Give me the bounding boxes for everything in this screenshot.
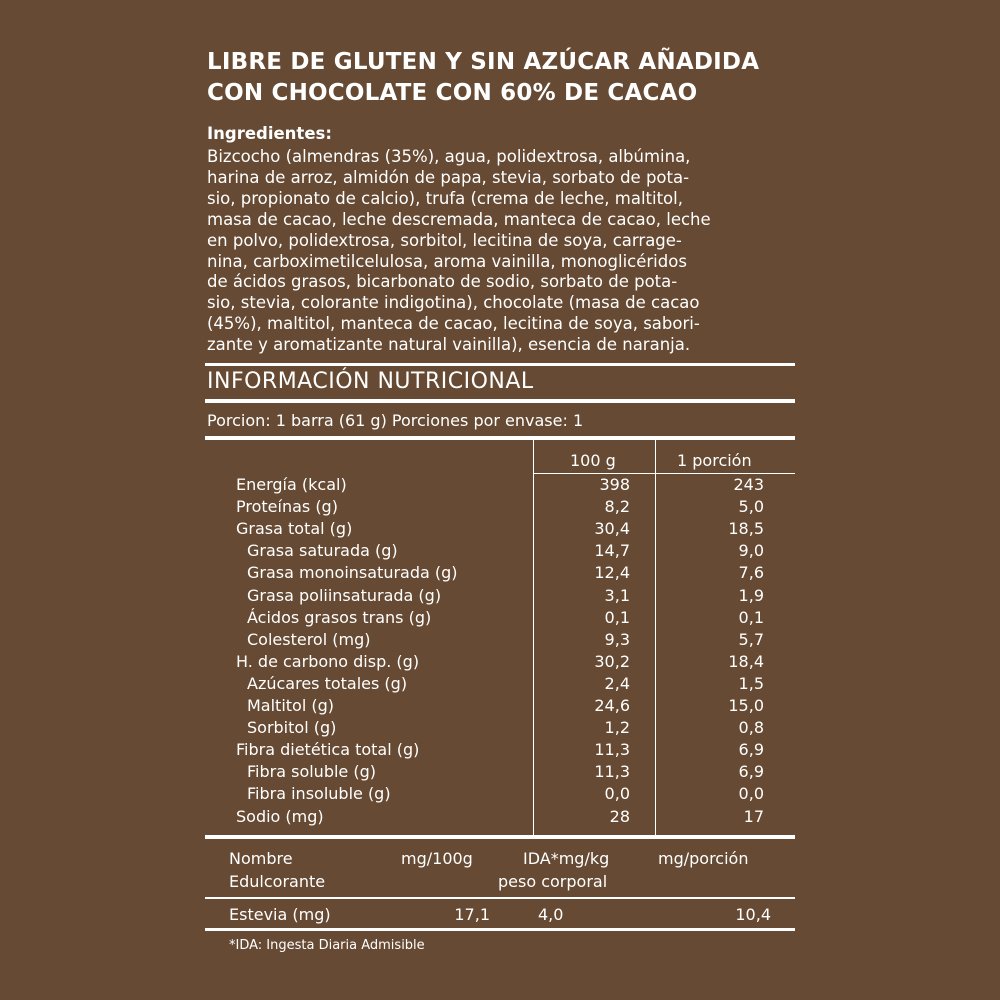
- sweetener-header-name-2: Edulcorante: [229, 872, 326, 891]
- value-100g: 28: [609, 806, 630, 826]
- value-100g: 12,4: [594, 563, 630, 583]
- nutrition-title: INFORMACIÓN NUTRICIONAL: [207, 369, 534, 394]
- nutrient-name: Maltitol (g): [247, 696, 335, 715]
- nutrient-name: Grasa saturada (g): [247, 541, 398, 561]
- nutrient-name: Energía (kcal): [236, 475, 347, 494]
- nutrient-name: Colesterol (mg): [247, 629, 371, 649]
- ingredients-line: harina de arroz, almidón de papa, stevia, sorbato de pota-: [207, 167, 690, 187]
- value-100g: 30,4: [594, 519, 630, 539]
- table-row: [0, 695, 1000, 717]
- value-100g: 11,3: [594, 740, 630, 760]
- serving-info: Porcion: 1 barra (61 g) Porciones por envase: 1: [207, 411, 584, 430]
- value-portion: 9,0: [738, 541, 764, 561]
- table-row: [0, 540, 1000, 562]
- product-heading: [207, 47, 807, 109]
- nutrient-name: Ácidos grasos trans (g): [247, 607, 432, 627]
- table-row: [0, 717, 1000, 739]
- value-100g: 9,3: [604, 629, 630, 649]
- value-portion: 0,1: [738, 607, 764, 627]
- nutrient-name: Fibra dietética total (g): [236, 740, 420, 760]
- ingredients-line: de ácidos grasos, bicarbonato de sodio, sorbato de pota-: [207, 272, 678, 292]
- nutrient-name: Proteínas (g): [236, 497, 338, 517]
- table-row: [0, 474, 1000, 496]
- sweetener-mg100: 17,1: [454, 905, 490, 924]
- value-portion: 1,5: [738, 673, 764, 693]
- value-portion: 7,6: [738, 563, 764, 583]
- divider-top: [205, 363, 795, 366]
- table-row: [0, 806, 1000, 828]
- value-100g: 0,0: [604, 784, 630, 804]
- table-row: [0, 496, 1000, 518]
- value-100g: 1,2: [604, 718, 630, 738]
- ingredients-line: (45%), maltitol, manteca de cacao, lecitina de soya, sabori-: [207, 314, 700, 334]
- table-row: [0, 629, 1000, 651]
- nutrient-name: Grasa total (g): [236, 519, 353, 539]
- value-100g: 398: [599, 475, 630, 494]
- value-100g: 3,1: [604, 585, 630, 605]
- table-row: [0, 739, 1000, 761]
- sweetener-header-ida-2: peso corporal: [498, 872, 608, 891]
- value-portion: 0,0: [738, 784, 764, 804]
- value-portion: 1,9: [738, 585, 764, 605]
- value-portion: 18,5: [728, 519, 764, 539]
- sweetener-ida: 4,0: [538, 905, 564, 924]
- value-portion: 15,0: [728, 696, 764, 715]
- value-100g: 2,4: [604, 673, 630, 693]
- value-portion: 5,0: [738, 497, 764, 517]
- sweetener-header-ida-1: IDA*mg/kg: [523, 849, 610, 868]
- value-100g: 24,6: [594, 696, 630, 715]
- column-header-100g: 100 g: [570, 451, 616, 470]
- divider-serving: [205, 436, 795, 440]
- divider-bottom: [205, 928, 795, 931]
- nutrient-name: Azúcares totales (g): [247, 673, 408, 693]
- table-row: [0, 651, 1000, 673]
- value-portion: 6,9: [738, 740, 764, 760]
- value-100g: 11,3: [594, 762, 630, 782]
- ingredients-line: Bizcocho (almendras (35%), agua, polidextrosa, albúmina,: [207, 147, 691, 166]
- footnote: *IDA: Ingesta Diaria Admisible: [229, 938, 425, 953]
- nutrient-name: Sorbitol (g): [247, 718, 337, 738]
- nutrient-name: Fibra insoluble (g): [247, 784, 391, 804]
- table-row: [0, 562, 1000, 584]
- sweetener-name: Estevia (mg): [229, 905, 331, 924]
- value-100g: 0,1: [604, 607, 630, 627]
- table-row: [0, 585, 1000, 607]
- nutrient-name: Sodio (mg): [236, 806, 324, 826]
- value-portion: 0,8: [738, 718, 764, 738]
- value-portion: 243: [733, 475, 764, 494]
- ingredients-line: masa de cacao, leche descremada, manteca de cacao, leche: [207, 209, 711, 229]
- value-portion: 5,7: [738, 629, 764, 649]
- column-header-portion: 1 porción: [677, 451, 752, 470]
- value-portion: 6,9: [738, 762, 764, 782]
- sweetener-divider: [205, 897, 795, 899]
- table-row: [0, 607, 1000, 629]
- value-100g: 14,7: [594, 541, 630, 561]
- sweetener-header-mgport: mg/porción: [658, 849, 749, 868]
- ingredients-line: nina, carboximetilcelulosa, aroma vainilla, monoglicéridos: [207, 251, 687, 271]
- sweetener-header-name-1: Nombre: [229, 849, 293, 868]
- nutrient-name: H. de carbono disp. (g): [236, 651, 420, 671]
- ingredients-label: Ingredientes:: [207, 124, 332, 143]
- table-row: [0, 518, 1000, 540]
- heading-line-1: LIBRE DE GLUTEN Y SIN AZÚCAR AÑADIDA: [207, 49, 760, 75]
- value-portion: 18,4: [728, 651, 764, 671]
- nutrient-name: Grasa poliinsaturada (g): [247, 585, 442, 605]
- ingredients-line: zante y aromatizante natural vainilla), esencia de naranja.: [207, 335, 691, 355]
- value-portion: 17: [743, 806, 764, 826]
- value-100g: 30,2: [594, 651, 630, 671]
- divider-nutrition-end: [205, 835, 795, 839]
- ingredients-line: sio, propionato de calcio), trufa (crema de leche, maltitol,: [207, 188, 683, 208]
- table-row: [0, 761, 1000, 783]
- ingredients-text: [207, 147, 807, 356]
- sweetener-header-mg100: mg/100g: [401, 849, 473, 868]
- heading-line-2: CON CHOCOLATE CON 60% DE CACAO: [207, 80, 698, 106]
- ingredients-line: en polvo, polidextrosa, sorbitol, lecitina de soya, carrage-: [207, 230, 682, 250]
- divider-title: [205, 399, 795, 403]
- ingredients-line: sio, stevia, colorante indigotina), chocolate (masa de cacao: [207, 293, 700, 313]
- table-row: [0, 673, 1000, 695]
- value-100g: 8,2: [604, 497, 630, 517]
- table-row: [0, 783, 1000, 805]
- sweetener-mgport: 10,4: [735, 905, 771, 924]
- nutrient-name: Fibra soluble (g): [247, 762, 376, 782]
- nutrient-name: Grasa monoinsaturada (g): [247, 563, 458, 583]
